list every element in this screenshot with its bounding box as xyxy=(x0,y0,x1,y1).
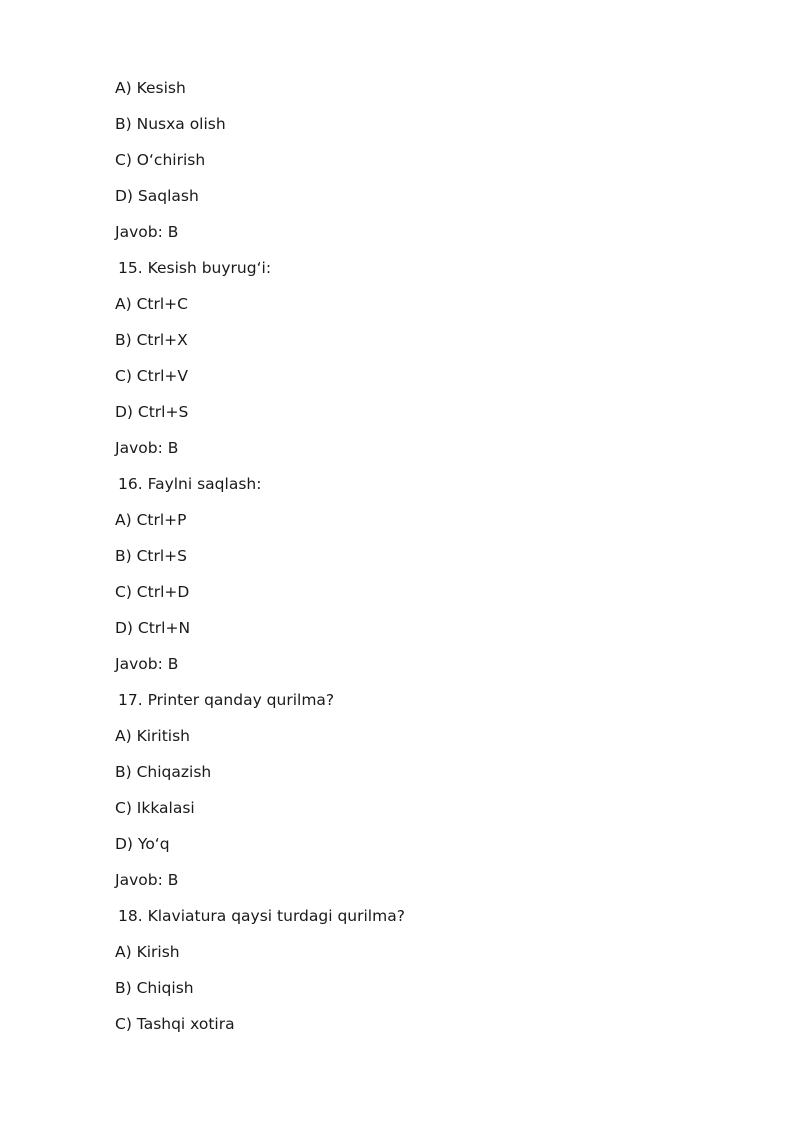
answer-option: A) Ctrl+P xyxy=(115,511,187,529)
question-text: 16. Faylni saqlash: xyxy=(118,475,262,493)
answer-option: D) Ctrl+N xyxy=(115,619,191,637)
answer-option: D) Saqlash xyxy=(115,187,199,205)
question-text: 18. Klaviatura qaysi turdagi qurilma? xyxy=(118,907,405,925)
answer-option: C) Tashqi xotira xyxy=(115,1015,235,1033)
answer-option: A) Kiritish xyxy=(115,727,191,745)
answer-text: Javob: B xyxy=(115,439,179,457)
answer-text: Javob: B xyxy=(115,223,179,241)
question-text: 15. Kesish buyrug‘i: xyxy=(118,259,272,277)
answer-option: D) Yo‘q xyxy=(115,835,170,853)
answer-option: B) Ctrl+X xyxy=(115,331,188,349)
answer-option: B) Chiqazish xyxy=(115,763,212,781)
answer-text: Javob: B xyxy=(115,655,179,673)
answer-option: C) Ikkalasi xyxy=(115,799,195,817)
answer-option: A) Kesish xyxy=(115,79,186,97)
answer-option: C) Ctrl+D xyxy=(115,583,190,601)
answer-option: D) Ctrl+S xyxy=(115,403,189,421)
answer-text: Javob: B xyxy=(115,871,179,889)
quiz-content xyxy=(115,76,735,1048)
answer-option: C) O‘chirish xyxy=(115,151,206,169)
answer-option: B) Ctrl+S xyxy=(115,547,188,565)
question-text: 17. Printer qanday qurilma? xyxy=(118,691,335,709)
answer-option: A) Kirish xyxy=(115,943,180,961)
answer-option: C) Ctrl+V xyxy=(115,367,188,385)
answer-option: B) Nusxa olish xyxy=(115,115,226,133)
answer-option: B) Chiqish xyxy=(115,979,194,997)
answer-option: A) Ctrl+C xyxy=(115,295,188,313)
